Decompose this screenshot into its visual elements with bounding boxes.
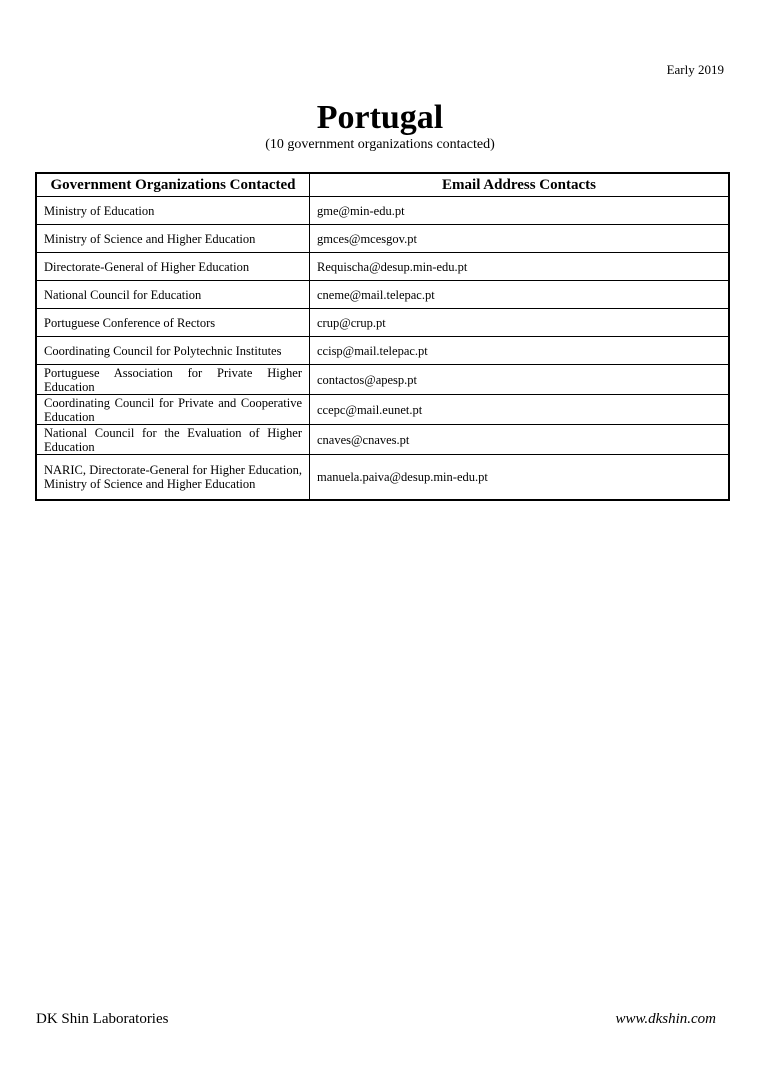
- contacts-table: [35, 172, 730, 501]
- organization-cell: Coordinating Council for Polytechnic Institutes: [36, 337, 310, 365]
- table-row: [36, 281, 729, 309]
- table-row: [36, 365, 729, 395]
- table-row: [36, 309, 729, 337]
- organization-cell: Ministry of Science and Higher Education: [36, 225, 310, 253]
- footer-website: www.dkshin.com: [615, 1011, 716, 1027]
- organization-cell: National Council for the Evaluation of Higher Education: [36, 425, 310, 455]
- email-cell: Requischa@desup.min-edu.pt: [310, 253, 730, 281]
- email-cell: crup@crup.pt: [310, 309, 730, 337]
- organization-cell: Directorate-General of Higher Education: [36, 253, 310, 281]
- table-row: [36, 395, 729, 425]
- email-cell: contactos@apesp.pt: [310, 365, 730, 395]
- email-cell: gme@min-edu.pt: [310, 197, 730, 225]
- table-row: [36, 197, 729, 225]
- table-row: [36, 455, 729, 501]
- page-title: Portugal: [316, 99, 444, 136]
- table-row: [36, 425, 729, 455]
- column-header-emails: Email Address Contacts: [310, 173, 730, 197]
- table-row: [36, 337, 729, 365]
- email-cell: gmces@mcesgov.pt: [310, 225, 730, 253]
- email-cell: cneme@mail.telepac.pt: [310, 281, 730, 309]
- organization-cell: National Council for Education: [36, 281, 310, 309]
- email-cell: manuela.paiva@desup.min-edu.pt: [310, 455, 730, 501]
- organization-cell: Coordinating Council for Private and Cooperative Education: [36, 395, 310, 425]
- footer-company: DK Shin Laboratories: [36, 1011, 169, 1027]
- document-date: Early 2019: [666, 62, 724, 77]
- page-subtitle: (10 government organizations contacted): [265, 137, 495, 152]
- organization-cell: Ministry of Education: [36, 197, 310, 225]
- table-row: [36, 253, 729, 281]
- email-cell: ccisp@mail.telepac.pt: [310, 337, 730, 365]
- email-cell: ccepc@mail.eunet.pt: [310, 395, 730, 425]
- organization-cell: Portuguese Conference of Rectors: [36, 309, 310, 337]
- email-cell: cnaves@cnaves.pt: [310, 425, 730, 455]
- column-header-organizations: Government Organizations Contacted: [36, 173, 310, 197]
- organization-cell: NARIC, Directorate-General for Higher Education, Ministry of Science and Higher Education: [36, 455, 310, 501]
- table-row: [36, 225, 729, 253]
- table-header-row: [36, 173, 729, 197]
- organization-cell: Portuguese Association for Private Higher Education: [36, 365, 310, 395]
